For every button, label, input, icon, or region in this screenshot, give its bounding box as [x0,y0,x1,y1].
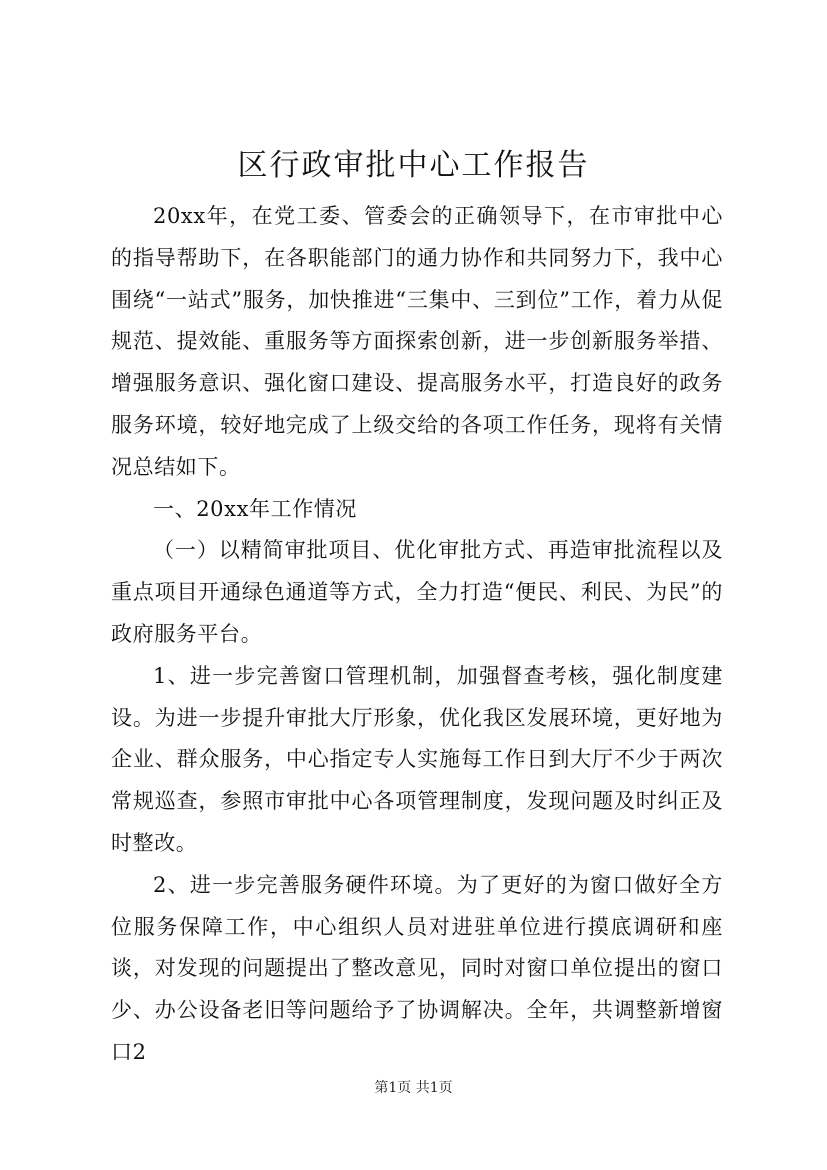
document-body [111,196,723,1074]
item-paragraph-1: 1、进一步完善窗口管理机制，加强督查考核，强化制度建设。为进一步提升审批大厅形象，优化我区发展环境，更好地为企业、群众服务，中心指定专人实施每工作日到大厅不少于两次常规巡查，参照市审批中心各项管理制度，发现问题及时纠正及时整改。 [111,663,723,855]
intro-paragraph: 20xx年，在党工委、管委会的正确领导下，在市审批中心的指导帮助下，在各职能部门的通力协作和共同努力下，我中心围绕“一站式”服务，加快推进“三集中、三到位”工作，着力从促规范、提效能、重服务等方面探索创新，进一步创新服务举措、增强服务意识、强化窗口建设、提高服务水平，打造良好的政务服务环境，较好地完成了上级交给的各项工作任务，现将有关情况总结如下。 [111,204,723,479]
section-heading: 一、20xx年工作情况 [153,496,358,521]
item-paragraph-2: 2、进一步完善服务硬件环境。为了更好的为窗口做好全方位服务保障工作，中心组织人员对进驻单位进行摸底调研和座谈，对发现的问题提出了整改意见，同时对窗口单位提出的窗口少、办公设备老旧等问题给予了协调解决。全年，共调整新增窗口2 [111,872,723,1064]
subsection-paragraph: （一）以精简审批项目、优化审批方式、再造审批流程以及重点项目开通绿色通道等方式，全力打造“便民、利民、为民”的政府服务平台。 [111,538,723,646]
document-title: 区行政审批中心工作报告 [237,148,590,183]
page-footer: 第1页 共1页 [374,1080,453,1096]
